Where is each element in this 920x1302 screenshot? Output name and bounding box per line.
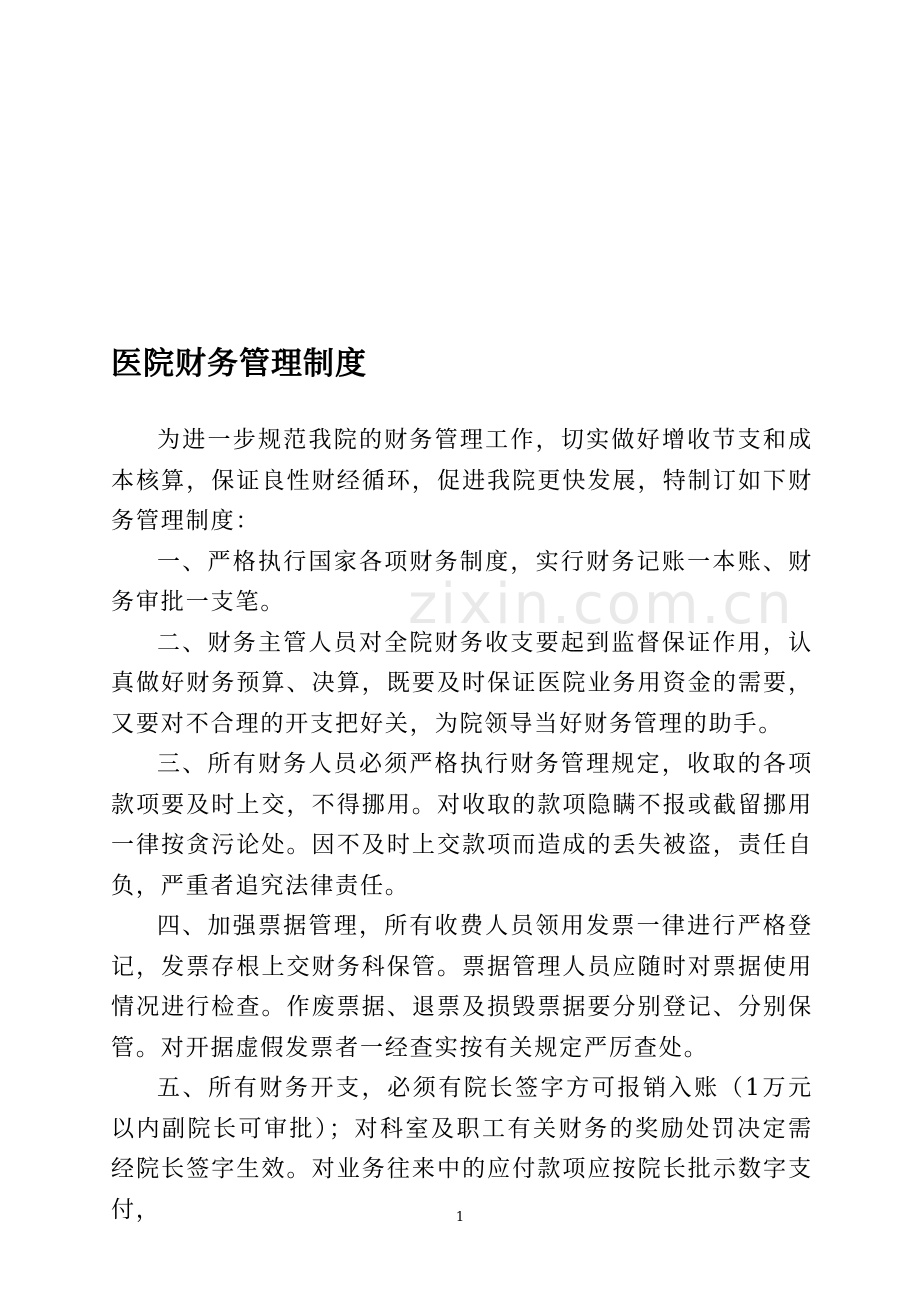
document-body (111, 420, 813, 1230)
rule-paragraph-2: 二、财务主管人员对全院财务收支要起到监督保证作用，认真做好财务预算、决算，既要及时保证医院业务用资金的需要，又要对不合理的开支把好关，为院领导当好财务管理的助手。 (111, 629, 813, 737)
watermark: zixin.com.cn (408, 572, 795, 637)
rule-paragraph-4: 四、加强票据管理，所有收费人员领用发票一律进行严格登记，发票存根上交财务科保管。票据管理人员应随时对票据使用情况进行检查。作废票据、退票及损毁票据要分别登记、分别保管。对开据虚假发票者一经查实按有关规定严厉查处。 (111, 913, 813, 1061)
rule-paragraph-1: 一、严格执行国家各项财务制度，实行财务记账一本账、财务审批一支笔。 (111, 548, 813, 615)
intro-paragraph: 为进一步规范我院的财务管理工作，切实做好增收节支和成本核算，保证良性财经循环，促进我院更快发展，特制订如下财务管理制度： (111, 427, 813, 534)
page-title: 医院财务管理制度 (111, 346, 367, 382)
page-number: 1 (455, 1210, 465, 1225)
rule-paragraph-3: 三、所有财务人员必须严格执行财务管理规定，收取的各项款项要及时上交，不得挪用。对收取的款项隐瞒不报或截留挪用一律按贪污论处。因不及时上交款项而造成的丢失被盗，责任自负，严重者追究法律责任。 (111, 751, 813, 899)
rule-paragraph-5: 五、所有财务开支，必须有院长签字方可报销入账（1万元以内副院长可审批）；对科室及职工有关财务的奖励处罚决定需经院长签字生效。对业务往来中的应付款项应按院长批示数字支付， (111, 1075, 813, 1223)
